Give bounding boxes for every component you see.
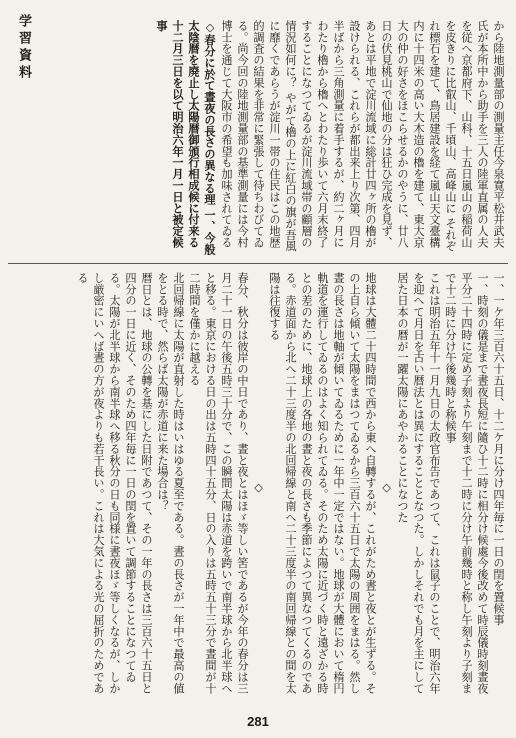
paragraph: 地球は大體二十四時間で西から東へ自轉するが、これがため晝と夜とが生ずる。その上自ら傾いて太陽をまはつてゐるから三百六十五日で太陽の周囲をまはる。然し晝の長さは地軸が傾いてゐるために一年中一定ではない。地球が大體において楕円軌道を運行してゐるのはよく知られてゐる。そのため太陽に近づく時と遠ざかる時との差のために、地球上の各地の晝と夜の長さも季節によつて異なつてくるのである。赤道面から北へ二十三度半の北回帰線と南へ二十三度半の南回帰線との間を太陽は往復する (268, 272, 377, 694)
diamond-separator: ◇ (380, 481, 393, 495)
paragraph: 一、時刻の儀是まで晝夜長短に隨ひ十二時に相分け候處今後改めて時辰儀時刻晝夜平分二十四時に定め子刻より午刻まで十二時に分け午前幾時と称し午刻より子刻まで十二時に分け午後幾時と称候事 (444, 272, 489, 694)
section-header: 学習資料 (16, 14, 31, 82)
paragraph: 春分、秋分は彼岸の中日であり、晝と夜とはほゞ等しい筈であるが今年の春分は三月二十一日の午後五時三十分で、この瞬間太陽は赤道を跨いで南半球から北半球へと移る。東京における日の出は五時四十五分、日の入りは五時五十三分で晝間が十二時間を僅かに越える (188, 272, 249, 694)
page-number: 281 (247, 714, 269, 729)
section-divider (8, 263, 508, 264)
paragraph: 一、一ケ年三百六十五日、十二ケ月に分け四年毎に一日の閏を置候事 (492, 272, 505, 626)
paragraph: これは明治五年十一月九日の太政官布告であつて、これは鼠子のことで、明治六年を迎へて月日を古い暦法とは異にすることとなつた。しかしそれでも月を主にして居た日本の暦が一躍太陽にあやかることになつた (396, 272, 441, 694)
paragraph: 暦日とは、地球の公轉を基にした日附であつて、その一年の長さは三百六十五日と四分の一日に近く、そのため四年毎に一日の閏を置いて調節することになつてゐる。太陽が北半球から南半球へ移る秋分の日も同様に晝夜ほゞ等しくなるが、しかし厳密にいへば晝の方が夜よりも若干長い。これは大気による光の屈折のためである (76, 272, 153, 694)
paragraph: から陸地測量部の測量主任今泉寛平松井武夫氏が本所中から助手を三人の陸軍直属の人夫を従へ京都府下、山科、十五日嵐山の稲荷山を皮きりに比叡山、千頃山、高峰山に それぞれ標石を建て、鳥居建設を経て嵐山天文臺構内に十四米の高い大木造の櫓を建て、東大京大の仲の好さをほこらせるかのやうに、廿八日の伏見桃山で仙地の分は狂ひ完成を見ず、あとは平地で淀川流域に総計廿四ヶ所の櫓が設けられる、これらが都出来上り次第、四月半ばから三角測量に着手するが、約二ヶ月にわたり櫓から櫓へとわたり歩いて六月末終了することになつてゐるが淀川流域帯の顧層の情況如何に？ やがて櫓の上に紅白の旗が吾風に靡くであらうが淀川一帯の住民はこの地歴的調査の結果を非常に緊張して待ちわびてゐる。尚今回の陸地測量部の基準測量には今村博士を通じて大阪市の希望も加味されてゐる (220, 20, 505, 252)
paragraph: 北回帰線に太陽が直射した時はいはゆる夏至である。晝の長さが一年中で最高の値をとる時で、然らば太陽が赤道に来た場合は？ (156, 272, 185, 694)
lower-text-block (10, 272, 506, 704)
diamond-separator: ◇ (252, 481, 265, 495)
section-heading: ◇春分に於て晝夜の長さの異なる理 一、今般太陰暦を廃止し太陽暦御頒行相成候に付来る十二月三日を以て明治六年一月一日と被定候事 (155, 20, 217, 255)
upper-text-block (36, 20, 506, 258)
